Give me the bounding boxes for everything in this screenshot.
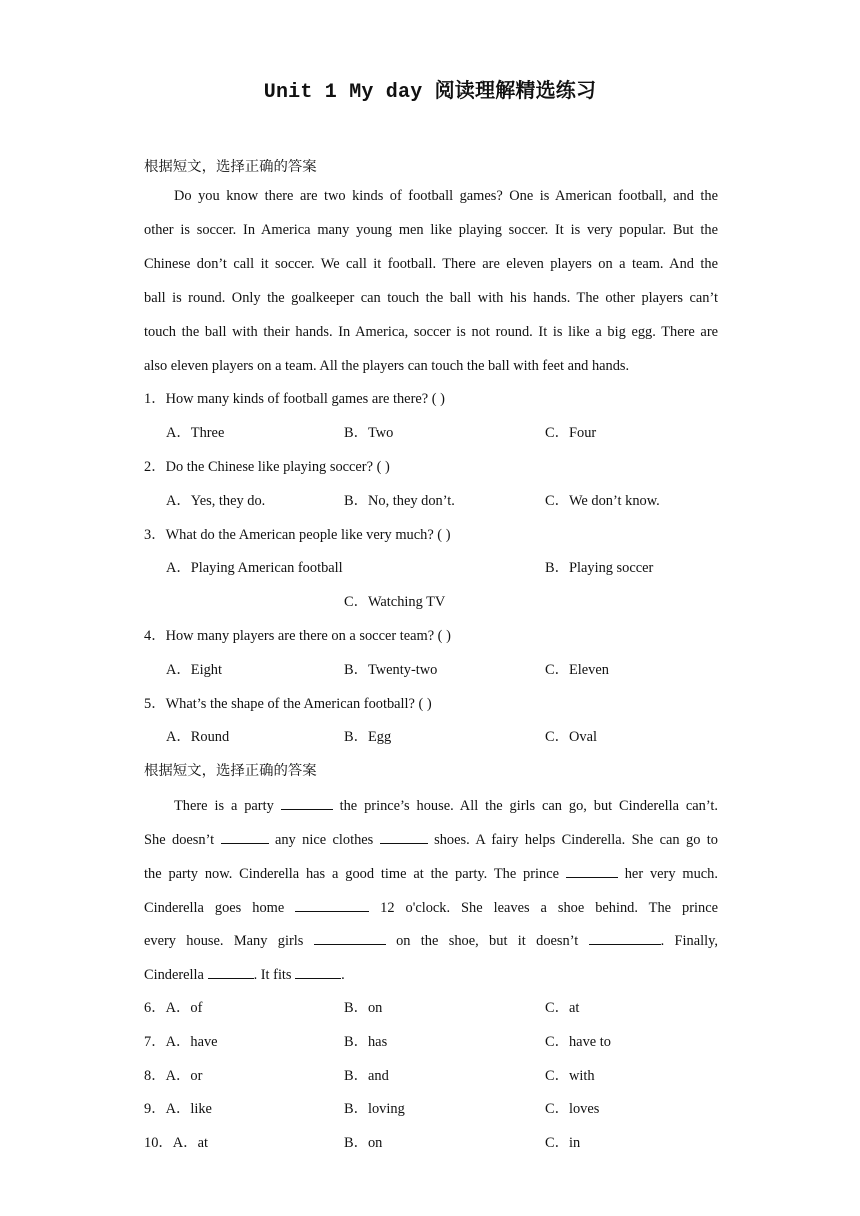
cloze-text: Cinderella	[144, 967, 204, 983]
passage-line: Do you know there are two kinds of football games? One is American football, and the	[174, 188, 718, 204]
option-row-number-a: 6．A．of	[144, 1000, 203, 1016]
answer-blank	[208, 964, 254, 979]
option-b: B．Egg	[344, 729, 392, 745]
option-row-number-a: 8．A．or	[144, 1068, 203, 1084]
answer-blank	[566, 863, 618, 878]
answer-blank	[295, 897, 369, 912]
option-b: B．No, they don’t.	[344, 493, 455, 509]
option-c: C．Four	[545, 425, 597, 441]
option-b: B．on	[344, 1000, 383, 1016]
page-title: Unit 1 My day 阅读理解精选练习	[263, 81, 597, 104]
option-b: B．Two	[344, 425, 394, 441]
section2-instruction: 根据短文，选择正确的答案	[144, 763, 317, 779]
answer-blank	[221, 829, 269, 844]
cloze-line	[144, 930, 718, 951]
option-b: B．Twenty-two	[344, 662, 438, 678]
question-3: 3．What do the American people like very much? ( )	[144, 527, 451, 543]
option-c: C．with	[545, 1068, 595, 1084]
cloze-text: her very much.	[624, 866, 718, 882]
cloze-line	[144, 829, 718, 850]
cloze-text: shoes. A fairy helps Cinderella. She can go to	[434, 832, 718, 848]
question-4: 4．How many players are there on a soccer team? ( )	[144, 628, 451, 644]
option-b: B．on	[344, 1135, 383, 1151]
passage-line: ball is round. Only the goalkeeper can touch the ball with his hands. The other players can’t	[144, 290, 718, 306]
option-a: A．Three	[166, 425, 225, 441]
option-c: C．loves	[545, 1101, 600, 1117]
option-c: C．We don’t know.	[545, 493, 660, 509]
cloze-text: .	[341, 967, 345, 983]
cloze-text: . It fits	[253, 967, 292, 983]
option-a: A．Eight	[166, 662, 222, 678]
option-c: C．Oval	[545, 729, 597, 745]
option-a: A．Playing American football	[166, 560, 343, 576]
option-row-number-a: 10．A．at	[144, 1135, 208, 1151]
cloze-text: the prince’s house. All the girls can go, but Cinderella can’t.	[339, 798, 718, 814]
option-c: C．Watching TV	[344, 594, 446, 610]
cloze-line	[144, 897, 718, 918]
option-a: A．Yes, they do.	[166, 493, 266, 509]
question-2: 2．Do the Chinese like playing soccer? ( )	[144, 459, 390, 475]
cloze-text: on the shoe, but it doesn’t	[396, 933, 579, 949]
cloze-line	[144, 964, 718, 985]
option-b: B．and	[344, 1068, 389, 1084]
cloze-text: 12 o'clock. She leaves a shoe behind. The prince	[380, 900, 718, 916]
cloze-line	[174, 795, 718, 816]
passage-line: Chinese don’t call it soccer. We call it football. There are eleven players on a team. And the	[144, 256, 718, 272]
cloze-text: There is a party	[174, 798, 274, 814]
cloze-text: Cinderella goes home	[144, 900, 285, 916]
passage-line: touch the ball with their hands. In America, soccer is not round. It is like a big egg. There are	[144, 324, 718, 340]
answer-blank	[589, 930, 661, 945]
answer-blank	[380, 829, 428, 844]
cloze-text: She doesn’t	[144, 832, 215, 848]
passage-line: also eleven players on a team. All the players can touch the ball with feet and hands.	[144, 358, 630, 374]
option-c: C．in	[545, 1135, 581, 1151]
cloze-text: every house. Many girls	[144, 933, 304, 949]
section1-instruction: 根据短文，选择正确的答案	[144, 159, 317, 175]
option-c: C．Eleven	[545, 662, 609, 678]
answer-blank	[281, 795, 333, 810]
option-row-number-a: 9．A．like	[144, 1101, 212, 1117]
cloze-line	[144, 863, 718, 884]
cloze-text: the party now. Cinderella has a good time at the party. The prince	[144, 866, 560, 882]
question-5: 5．What’s the shape of the American football? ( )	[144, 696, 432, 712]
answer-blank	[314, 930, 386, 945]
question-1: 1．How many kinds of football games are there? ( )	[144, 391, 445, 407]
option-row-number-a: 7．A．have	[144, 1034, 218, 1050]
option-b: B．Playing soccer	[545, 560, 654, 576]
option-b: B．has	[344, 1034, 388, 1050]
option-c: C．have to	[545, 1034, 611, 1050]
option-a: A．Round	[166, 729, 230, 745]
cloze-text: any nice clothes	[274, 832, 374, 848]
option-c: C．at	[545, 1000, 580, 1016]
cloze-text: . Finally,	[660, 933, 718, 949]
answer-blank	[295, 964, 341, 979]
passage-line: other is soccer. In America many young men like playing soccer. It is very popular. But the	[144, 222, 718, 238]
option-b: B．loving	[344, 1101, 405, 1117]
